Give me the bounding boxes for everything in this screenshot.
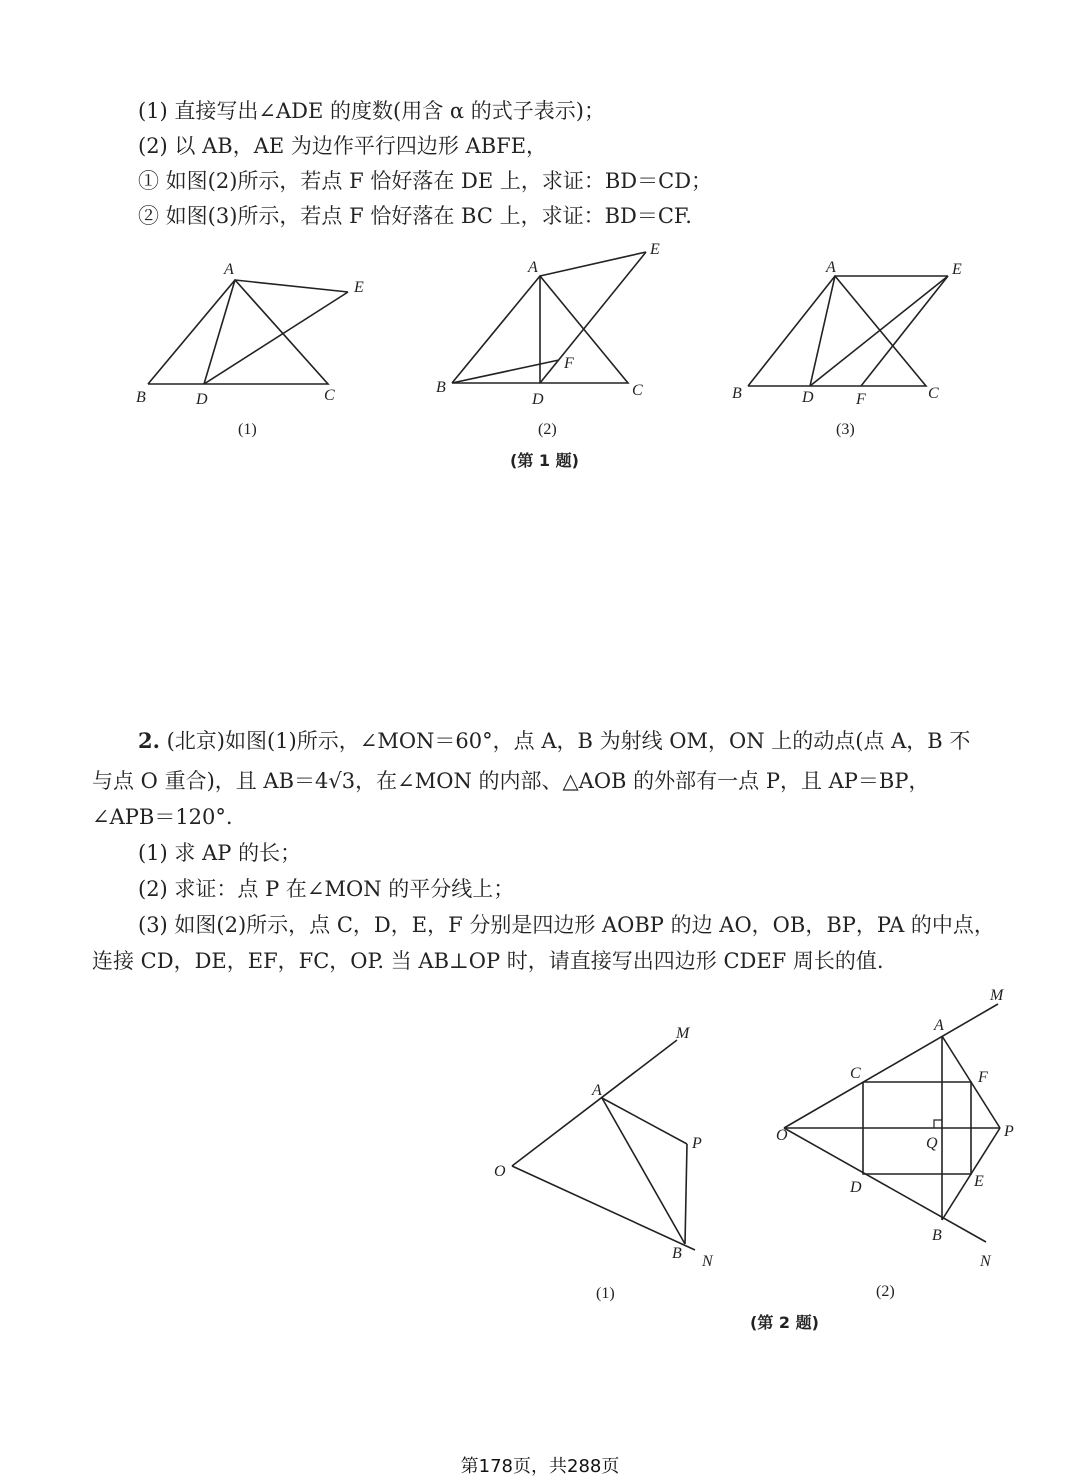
q1-figure-caption: (第 1 题) <box>510 451 579 470</box>
label-a: A <box>528 259 538 276</box>
q2-figure-2 <box>760 980 1040 1304</box>
segment-ad <box>204 280 235 384</box>
label-f: F <box>564 355 574 372</box>
q2-figure-caption: (第 2 题) <box>750 1313 819 1332</box>
label-e: E <box>650 241 660 258</box>
label-o: O <box>494 1163 506 1180</box>
caption: (3) <box>836 421 855 438</box>
q2-line-1 <box>138 726 970 756</box>
segment-de <box>204 292 348 384</box>
label-b: B <box>732 385 742 402</box>
label-f: F <box>856 391 866 408</box>
label-p: P <box>692 1135 702 1152</box>
label-d: D <box>532 391 544 408</box>
q2-line-5: (2) 求证：点 P 在∠MON 的平分线上； <box>138 877 515 901</box>
triangle-abc <box>748 276 926 386</box>
caption: (1) <box>596 1285 615 1302</box>
label-d: D <box>850 1179 862 1196</box>
caption: (2) <box>538 421 557 438</box>
label-o: O <box>776 1127 788 1144</box>
label-f: F <box>978 1069 988 1086</box>
page-footer: 第178页，共288页 <box>460 1456 620 1477</box>
label-c: C <box>632 382 643 399</box>
segment-ae <box>235 280 348 292</box>
q2-line-7: 连接 CD，DE，EF，FC，OP. 当 AB⊥OP 时，请直接写出四边形 CDEF 周长的值. <box>92 949 884 973</box>
label-c: C <box>324 387 335 404</box>
label-e: E <box>952 261 962 278</box>
question-number: 2. <box>138 728 160 753</box>
q1-line-3: ① 如图(2)所示，若点 F 恰好落在 DE 上，求证：BD＝CD； <box>138 169 713 193</box>
q2-line-1-text: (北京)如图(1)所示，∠MON＝60°，点 A，B 为射线 OM，ON 上的动点(点 A，B 不 <box>159 729 971 753</box>
right-angle-mark <box>934 1120 942 1128</box>
q2-figure-1 <box>480 1010 740 1314</box>
caption: (1) <box>238 421 257 438</box>
label-b: B <box>672 1245 682 1262</box>
label-n: N <box>980 1253 991 1270</box>
label-b: B <box>136 389 146 406</box>
label-e: E <box>354 279 364 296</box>
label-c: C <box>850 1065 861 1082</box>
caption: (2) <box>876 1283 895 1300</box>
ray-on <box>784 1128 986 1242</box>
ray-om <box>784 1004 998 1128</box>
q2-line-3: ∠APB＝120°. <box>92 805 233 829</box>
label-b: B <box>436 379 446 396</box>
ray-om <box>512 1040 677 1166</box>
label-a: A <box>826 259 836 276</box>
label-m: M <box>990 987 1004 1004</box>
label-a: A <box>224 261 234 278</box>
label-d: D <box>196 391 208 408</box>
q2-line-4: (1) 求 AP 的长； <box>138 841 302 865</box>
label-b: B <box>932 1227 942 1244</box>
segment-fe <box>861 276 948 386</box>
label-n: N <box>702 1253 713 1270</box>
q2-line-2: 与点 O 重合)，且 AB＝4√3，在∠MON 的内部、△AOB 的外部有一点 P，且 AP＝BP， <box>92 769 930 793</box>
ray-on <box>512 1166 695 1250</box>
triangle-abc <box>148 280 328 384</box>
q1-figure-1 <box>120 250 380 454</box>
q1-line-1: (1) 直接写出∠ADE 的度数(用含 α 的式子表示)； <box>138 99 605 123</box>
q1-figure-3 <box>720 250 990 454</box>
label-p: P <box>1004 1123 1014 1140</box>
label-q: Q <box>926 1135 938 1152</box>
label-a: A <box>592 1082 602 1099</box>
q1-line-2: (2) 以 AB，AE 为边作平行四边形 ABFE， <box>138 134 548 158</box>
label-m: M <box>676 1025 690 1042</box>
q2-line-6: (3) 如图(2)所示，点 C，D，E，F 分别是四边形 AOBP 的边 AO，OB，BP，PA 的中点， <box>138 913 995 937</box>
q1-figure-2 <box>430 240 690 454</box>
label-a: A <box>934 1017 944 1034</box>
label-e: E <box>974 1173 984 1190</box>
segment-pb <box>685 1144 687 1244</box>
label-c: C <box>928 385 939 402</box>
q1-line-4: ② 如图(3)所示，若点 F 恰好落在 BC 上，求证：BD＝CF. <box>138 204 692 228</box>
label-d: D <box>802 389 814 406</box>
